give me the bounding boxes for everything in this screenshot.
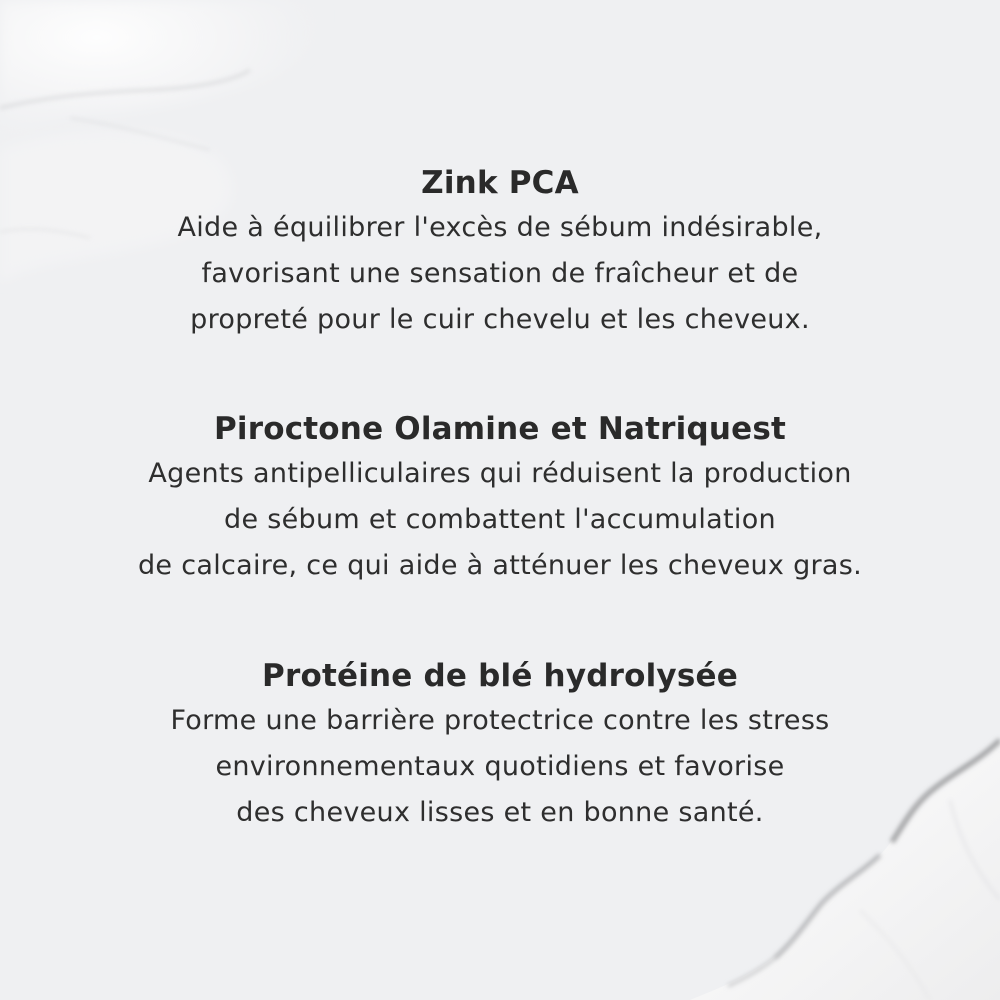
ingredient-block-zink-pca (0, 161, 1000, 343)
ingredient-description-line: Aide à équilibrer l'excès de sébum indésirable, (177, 212, 823, 243)
ingredient-description-line: de sébum et combattent l'accumulation (224, 504, 776, 535)
ingredient-title: Zink PCA (421, 165, 579, 201)
ingredient-block-piroctone-olamine (0, 407, 1000, 589)
ingredient-description-line: Forme une barrière protectrice contre les stress (170, 705, 830, 736)
ingredient-description-line: Agents antipelliculaires qui réduisent la production (148, 458, 852, 489)
ingredient-description-line: de calcaire, ce qui aide à atténuer les cheveux gras. (137, 550, 863, 581)
ingredient-description-line: propreté pour le cuir chevelu et les cheveux. (190, 304, 810, 335)
ingredient-title: Protéine de blé hydrolysée (262, 658, 738, 694)
ingredient-description-line: environnementaux quotidiens et favorise (215, 751, 785, 782)
ingredient-title: Piroctone Olamine et Natriquest (213, 411, 786, 447)
ingredient-description-line: favorisant une sensation de fraîcheur et de (201, 258, 799, 289)
ingredient-block-wheat-protein (0, 654, 1000, 836)
ingredient-description-line: des cheveux lisses et en bonne santé. (236, 797, 764, 828)
